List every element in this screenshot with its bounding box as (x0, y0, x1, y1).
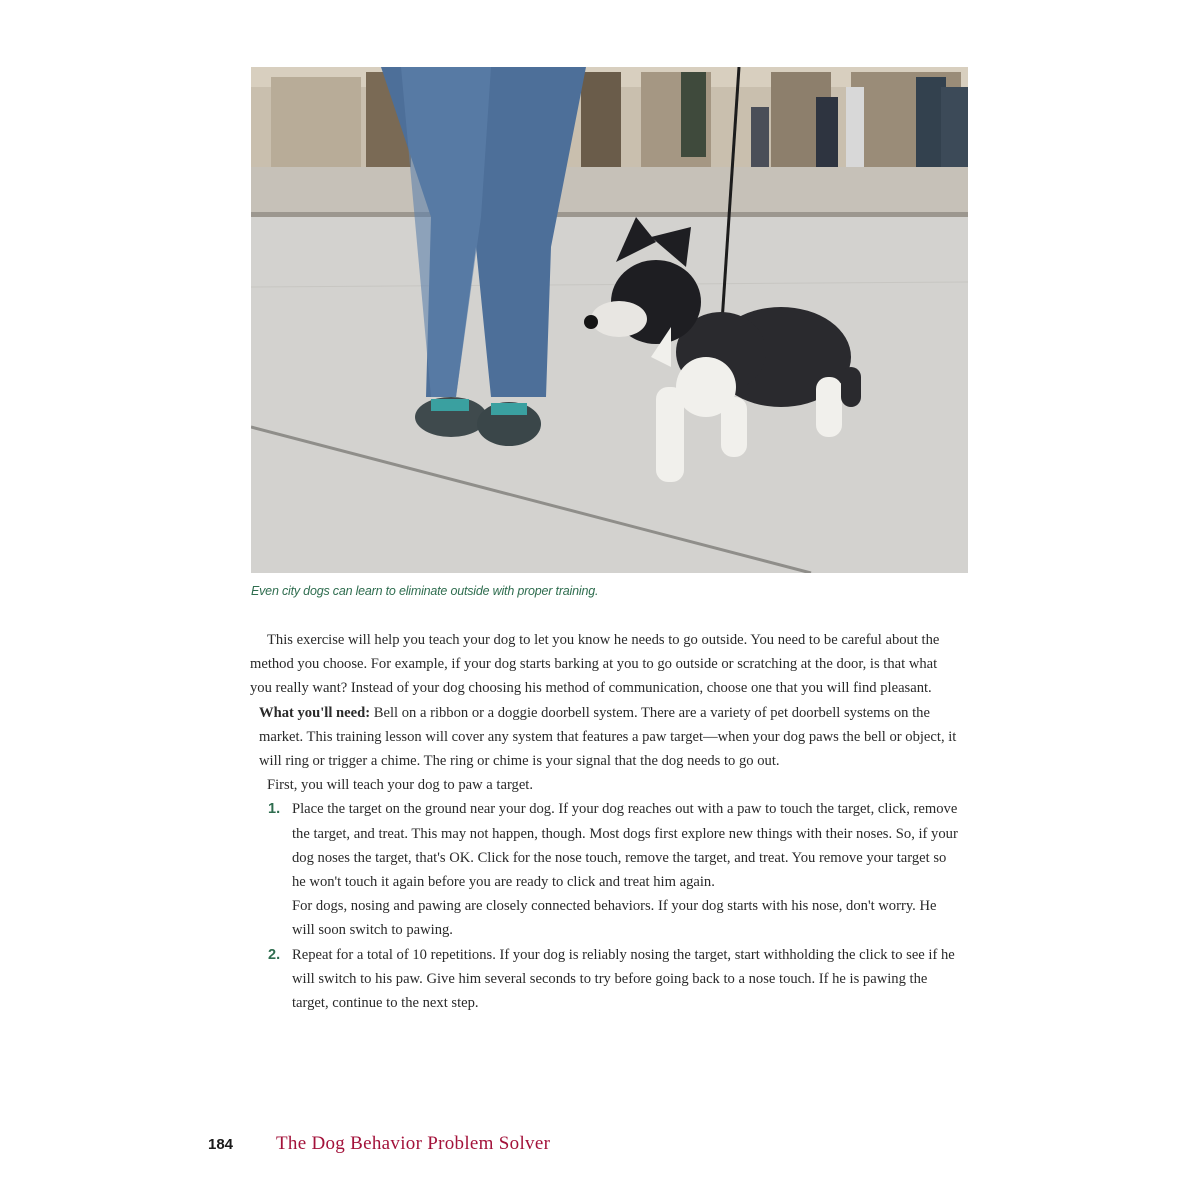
body-text (250, 628, 962, 1015)
page-footer (208, 1133, 550, 1155)
step-number: 2. (268, 946, 281, 963)
step-item-2 (250, 943, 962, 1016)
step-number: 1. (268, 801, 281, 818)
supplies-label: What you'll need: (259, 704, 371, 721)
step-text: Place the target on the ground near your dog. If your dog reaches out with a paw to touch the target, click, remove the target, and treat. This may not happen, though. Most dogs first explore new things with their noses. So, if your dog noses the target, that's OK. Click for the nose touch, remove the target, and treat. You remove your target so he won't touch it again before you are ready to click and treat him again. (292, 801, 958, 891)
first-step-intro: First, you will teach your dog to paw a target. (267, 777, 534, 794)
page-number: 184 (208, 1136, 234, 1153)
photo-illustration (251, 67, 968, 573)
book-title: The Dog Behavior Problem Solver (276, 1133, 551, 1154)
intro-paragraph: This exercise will help you teach your dog to let you know he needs to go outside. You need to be careful about the method you choose. For example, if your dog starts barking at you to go outside or scratching at the door, is that what you really want? Instead of your dog choosing his method of communication, choose one that you will find pleasant. (250, 632, 940, 697)
photo-caption: Even city dogs can learn to eliminate outside with proper training. (251, 584, 599, 598)
step-list (250, 797, 962, 1015)
step-note: For dogs, nosing and pawing are closely connected behaviors. If your dog starts with his nose, don't worry. He will soon switch to pawing. (292, 898, 937, 939)
supplies-text: Bell on a ribbon or a doggie doorbell system. There are a variety of pet doorbell systems on the market. This training lesson will cover any system that features a paw target—when your dog paws the bell or object, it will ring or trigger a chime. The ring or chime is your signal that the dog needs to go out. (259, 704, 957, 770)
supplies-paragraph (250, 701, 962, 774)
step-text: Repeat for a total of 10 repetitions. If your dog is reliably nosing the target, start withholding the click to see if he will switch to his paw. Give him several seconds to try before going back to a nose touch. If he is pawing the target, continue to the next step. (292, 946, 955, 1012)
photo-puppy-on-leash (251, 67, 968, 573)
step-item-1 (250, 797, 962, 942)
